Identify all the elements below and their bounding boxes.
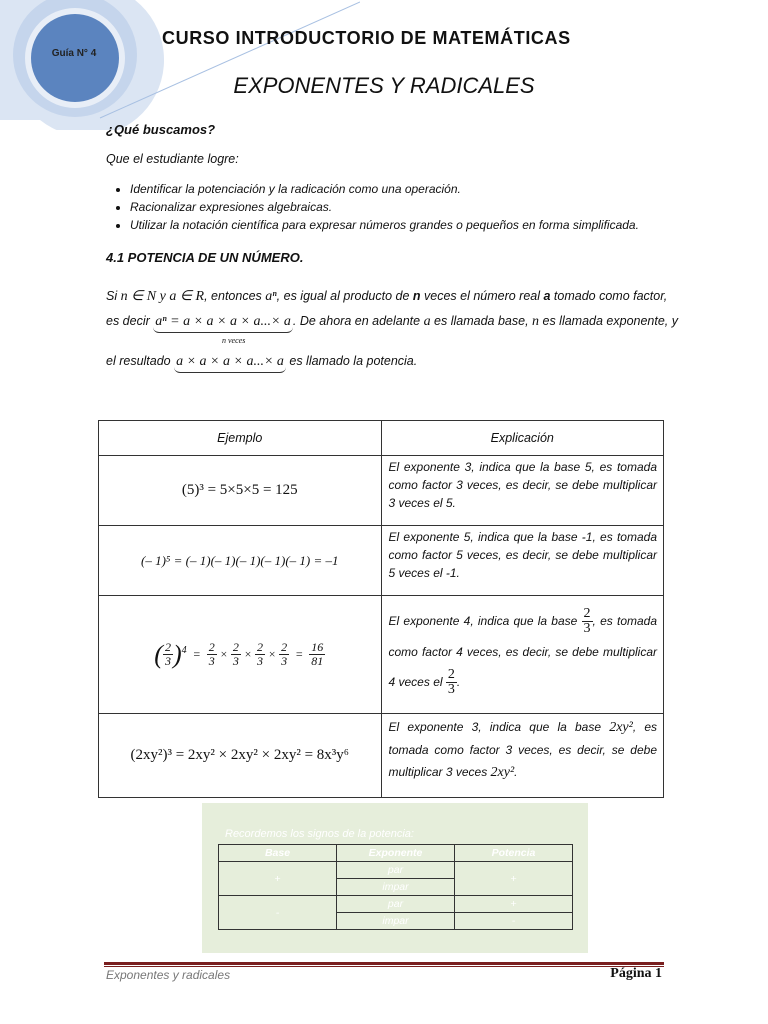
- footer-rule-thin: [104, 966, 664, 967]
- objectives-heading: ¿Qué buscamos?: [106, 122, 216, 137]
- objective-item: • Utilizar la notación científica para expresar números grandes o pequeños en forma simplificada.: [130, 216, 710, 234]
- table-row: [219, 896, 573, 913]
- explanation-cell: El exponente 4, indica que la base $\frac{2}{3}$ , es tomada como factor 4 veces, es decir, se debe multiplicar 4 veces el $\frac{2}{3}$ .: [381, 596, 664, 714]
- signs-caption: Recordemos los signos de la potencia:: [225, 828, 414, 840]
- table-row: [219, 862, 573, 879]
- signs-power-cell: -: [455, 913, 573, 930]
- column-header-explanation: Explicación: [381, 421, 664, 456]
- definition-line-2: es decir aⁿ = a × a × a × a...× a . De ahora en adelante a es llamada base, n es llamada exponente, y: [106, 314, 666, 333]
- signs-table: [218, 844, 573, 930]
- explanation-cell: El exponente 3, indica que la base 5, es tomada como factor 3 veces, es decir, se debe multiplicar 3 veces el 5.: [381, 456, 664, 526]
- objectives-list: [106, 180, 710, 234]
- table-row: [99, 714, 664, 798]
- signs-power-cell: +: [455, 862, 573, 896]
- document-title: EXPONENTES Y RADICALES: [233, 73, 535, 98]
- signs-exponent-cell: impar: [337, 879, 455, 896]
- course-title: CURSO INTRODUCTORIO DE MATEMÁTICAS: [162, 28, 571, 48]
- signs-base-cell: +: [219, 862, 337, 896]
- table-row: [99, 526, 664, 596]
- signs-header: Base: [219, 845, 337, 862]
- table-header-row: [99, 421, 664, 456]
- signs-exponent-cell: impar: [337, 913, 455, 930]
- example-cell: (5)³ = 5×5×5 = 125: [99, 456, 382, 526]
- guide-label: Guía N° 4: [51, 48, 97, 59]
- table-row: [99, 456, 664, 526]
- signs-exponent-cell: par: [337, 896, 455, 913]
- objective-item: • Racionalizar expresiones algebraicas.: [130, 198, 710, 216]
- objectives-lead: Que el estudiante logre:: [106, 152, 239, 166]
- definition-line-3: el resultado a × a × a × a...× a es llamado la potencia.: [106, 354, 666, 373]
- signs-header: Exponente: [337, 845, 455, 862]
- signs-power-cell: +: [455, 896, 573, 913]
- definition-line-1: Si n ∈ N y a ∈ R, entonces aⁿ, es igual al producto de n veces el número real a tomado como factor,: [106, 289, 668, 304]
- signs-header: Potencia: [455, 845, 573, 862]
- signs-base-cell: -: [219, 896, 337, 930]
- explanation-cell: El exponente 5, indica que la base -1, es tomada como factor 5 veces, es decir, se debe multiplicar 5 veces el -1.: [381, 526, 664, 596]
- brace-label: n veces: [222, 336, 246, 345]
- signs-header-row: [219, 845, 573, 862]
- section-heading: 4.1 POTENCIA DE UN NÚMERO.: [106, 250, 304, 265]
- signs-exponent-cell: par: [337, 862, 455, 879]
- explanation-cell: El exponente 3, indica que la base 2xy², es tomada como factor 3 veces, es decir, se debe multiplicar 3 veces 2xy².: [381, 714, 664, 798]
- objective-item: • Identificar la potenciación y la radicación como una operación.: [130, 180, 710, 198]
- example-cell: (2xy²)³ = 2xy² × 2xy² × 2xy² = 8x³y⁶: [99, 714, 382, 798]
- table-row: [99, 596, 664, 714]
- example-cell: (– 1)⁵ = (– 1)(– 1)(– 1)(– 1)(– 1) = –1: [99, 526, 382, 596]
- example-cell: ( $\frac{2}{3}$ )$^4$ = $\frac{2}{3}$ × $\frac{2}{3}$ × $\frac{2}{3}$ × $\frac{2}{3}$ = $\frac{16}{81}$: [99, 596, 382, 714]
- header-decoration: [0, 0, 360, 130]
- examples-table: [98, 420, 664, 798]
- column-header-example: Ejemplo: [99, 421, 382, 456]
- footer-rule: [104, 962, 664, 965]
- footer-title: Exponentes y radicales: [106, 968, 231, 982]
- page-number: Página 1: [610, 966, 662, 981]
